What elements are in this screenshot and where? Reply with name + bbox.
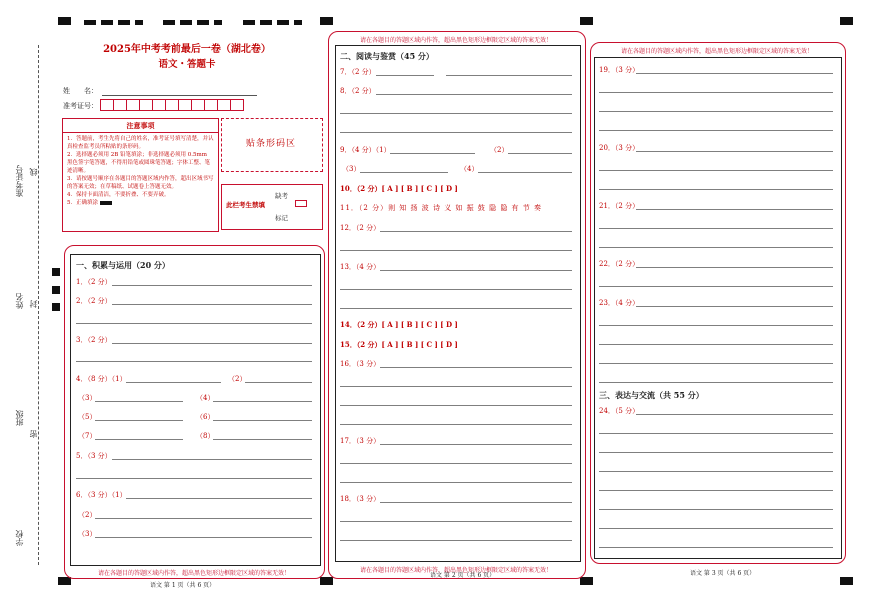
question-9-4-label: （4） xyxy=(460,165,479,173)
question-19-label: 19．（3 分） xyxy=(599,66,640,74)
answer-line[interactable] xyxy=(126,382,221,383)
answer-line[interactable] xyxy=(376,94,572,95)
answer-line[interactable] xyxy=(636,73,833,74)
question-7-label: 7．（2 分） xyxy=(340,68,376,76)
answer-line[interactable] xyxy=(599,433,833,434)
answer-line[interactable] xyxy=(636,151,833,152)
absent-top-label: 缺考 xyxy=(275,192,288,200)
answer-line[interactable] xyxy=(636,414,833,415)
timing-mark xyxy=(180,20,192,25)
question-20-label: 20．（3 分） xyxy=(599,144,640,152)
answer-line[interactable] xyxy=(340,463,572,464)
registration-mark xyxy=(58,577,71,585)
registration-mark xyxy=(840,577,853,585)
answer-line[interactable] xyxy=(599,92,833,93)
answer-line[interactable] xyxy=(112,459,312,460)
answer-line[interactable] xyxy=(599,111,833,112)
warning-text: 请在各题目的答题区域内作答，超出黑色矩形边框限定区域的答案无效！ xyxy=(359,567,552,574)
answer-line[interactable] xyxy=(340,250,572,251)
timing-mark xyxy=(118,20,130,25)
filled-example-mark xyxy=(100,201,112,205)
question-8-label: 8．（2 分） xyxy=(340,87,376,95)
absent-checkbox[interactable] xyxy=(295,200,307,207)
answer-line[interactable] xyxy=(95,420,183,421)
name-label: 姓 名： xyxy=(63,87,98,95)
answer-line[interactable] xyxy=(380,502,572,503)
answer-line[interactable] xyxy=(446,75,572,76)
absent-bottom-label: 标记 xyxy=(275,214,288,222)
answer-line[interactable] xyxy=(636,267,833,268)
question-13-label: 13．（4 分） xyxy=(340,263,381,271)
question-9-2-label: （2） xyxy=(490,146,509,154)
question-3-label: 3．（2 分） xyxy=(76,336,112,344)
answer-line[interactable] xyxy=(340,482,572,483)
exam-title: 2025年中考考前最后一卷（湖北卷） xyxy=(103,44,271,55)
question-18-label: 18．（3 分） xyxy=(340,495,381,503)
answer-line[interactable] xyxy=(599,528,833,529)
answer-line[interactable] xyxy=(340,521,572,522)
section1-title: 一、积累与运用（20 分） xyxy=(76,260,170,270)
answer-line[interactable] xyxy=(340,540,572,541)
warning-text: 请在各题目的答题区域内作答，超出黑色矩形边框限定区域的答案无效！ xyxy=(359,37,552,44)
answer-line[interactable] xyxy=(599,325,833,326)
question-17-label: 17．（3 分） xyxy=(340,437,381,445)
answer-line[interactable] xyxy=(380,231,572,232)
answer-line[interactable] xyxy=(360,172,448,173)
answer-line[interactable] xyxy=(599,286,833,287)
question-10-choice[interactable]: 10．（2 分）[ A ] [ B ] [ C ] [ D ] xyxy=(340,184,458,193)
answer-line[interactable] xyxy=(599,228,833,229)
answer-line[interactable] xyxy=(599,509,833,510)
answer-line[interactable] xyxy=(380,270,572,271)
registration-mark xyxy=(320,577,333,585)
question-9-label: 9．（4 分）（1） xyxy=(340,146,391,154)
answer-line[interactable] xyxy=(213,401,312,402)
answer-line[interactable] xyxy=(508,153,572,154)
question-5-label: 5．（3 分） xyxy=(76,452,112,460)
answer-line[interactable] xyxy=(599,189,833,190)
side-mark xyxy=(52,268,60,276)
section2-answer-box xyxy=(335,45,581,562)
timing-mark xyxy=(101,20,113,25)
question-16-label: 16．（3 分） xyxy=(340,360,381,368)
timing-mark xyxy=(84,20,96,25)
question-15-choice[interactable]: 15．（2 分）[ A ] [ B ] [ C ] [ D ] xyxy=(340,340,458,349)
answer-line[interactable] xyxy=(376,75,434,76)
answer-line[interactable] xyxy=(340,308,572,309)
registration-mark xyxy=(580,577,593,585)
answer-line[interactable] xyxy=(599,247,833,248)
registration-mark xyxy=(58,17,71,25)
ticket-label: 准考证号： xyxy=(63,102,98,110)
answer-line[interactable] xyxy=(599,452,833,453)
side-label-class: 班级 xyxy=(15,410,24,426)
page-3-footer: 语文 第 3 页（共 6 页） xyxy=(690,570,756,577)
name-line[interactable] xyxy=(102,95,257,96)
answer-line[interactable] xyxy=(599,363,833,364)
answer-line[interactable] xyxy=(340,405,572,406)
question-22-label: 22．（2 分） xyxy=(599,260,640,268)
answer-line[interactable] xyxy=(213,439,312,440)
answer-line[interactable] xyxy=(213,420,312,421)
answer-line[interactable] xyxy=(112,304,312,305)
timing-mark xyxy=(214,20,222,25)
note-3: 3．请按题号顺序在各题目的答题区域内作答，超出区域书写的答案无效；在草稿纸、试题卷上答题无效。 xyxy=(67,176,214,190)
question-14-choice[interactable]: 14．（2 分）[ A ] [ B ] [ C ] [ D ] xyxy=(340,320,458,329)
question-4-4-label: （4） xyxy=(196,394,215,402)
answer-line[interactable] xyxy=(478,172,572,173)
notes-box xyxy=(62,118,219,232)
note-2: 2．选择题必须用 2B 铅笔填涂；非选择题必须用 0.5mm 黑色签字笔答题，不得用铅笔或圆珠笔答题；字体工整、笔迹清晰。 xyxy=(67,152,211,174)
answer-line[interactable] xyxy=(95,518,312,519)
side-label-school: 学校 xyxy=(15,530,24,546)
question-12-label: 12．（2 分） xyxy=(340,224,381,232)
absent-left-label: 此栏考生禁填 xyxy=(226,201,265,209)
question-2-label: 2．（2 分） xyxy=(76,297,112,305)
timing-mark xyxy=(243,20,255,25)
registration-mark xyxy=(580,17,593,25)
question-4-6-label: （6） xyxy=(196,413,215,421)
warning-text: 请在各题目的答题区域内作答，超出黑色矩形边框限定区域的答案无效！ xyxy=(97,570,290,577)
section2-title: 二、阅读与鉴赏（45 分） xyxy=(340,51,434,61)
answer-line[interactable] xyxy=(340,289,572,290)
answer-line[interactable] xyxy=(599,344,833,345)
ticket-number-boxes[interactable] xyxy=(100,99,243,111)
answer-line[interactable] xyxy=(340,132,572,133)
side-label-xian: 线 xyxy=(29,168,38,176)
question-11-choice[interactable]: 11．（2 分）则 知 扬 波 诗 义 如 振 鼓 隐 隐 有 节 奏 xyxy=(340,204,543,212)
question-4-label: 4．（8 分）（1） xyxy=(76,375,127,383)
answer-line[interactable] xyxy=(599,382,833,383)
timing-mark xyxy=(277,20,289,25)
answer-line[interactable] xyxy=(112,285,312,286)
answer-line[interactable] xyxy=(245,382,312,383)
answer-line[interactable] xyxy=(95,401,183,402)
answer-line[interactable] xyxy=(126,498,312,499)
answer-line[interactable] xyxy=(636,209,833,210)
page-1-footer: 语文 第 1 页（共 6 页） xyxy=(150,582,216,589)
page-2-footer: 语文 第 2 页（共 6 页） xyxy=(430,572,496,579)
answer-line[interactable] xyxy=(380,444,572,445)
question-4-8-label: （8） xyxy=(196,432,215,440)
answer-line[interactable] xyxy=(76,361,312,362)
side-mark xyxy=(52,286,60,294)
question-6-2-label: （2） xyxy=(78,511,97,519)
answer-line[interactable] xyxy=(340,424,572,425)
side-label-ticket: 准考证号 xyxy=(15,165,24,197)
question-9-3-label: （3） xyxy=(342,165,361,173)
answer-line[interactable] xyxy=(599,130,833,131)
question-6-label: 6．（3 分）（1） xyxy=(76,491,127,499)
timing-mark xyxy=(163,20,175,25)
question-1-label: 1．（2 分） xyxy=(76,278,112,286)
question-4-3-label: （3） xyxy=(78,394,97,402)
answer-line[interactable] xyxy=(599,547,833,548)
answer-line[interactable] xyxy=(76,478,312,479)
note-4: 4．保持卡面清洁，不要折叠、不要弄破。 xyxy=(67,192,170,198)
section3-answer-box xyxy=(594,57,842,559)
note-1: 1．答题前，考生先将自己的姓名，准考证号填写清楚，并认真检查监考员所粘贴的条形码。 xyxy=(67,136,214,150)
timing-mark xyxy=(294,20,302,25)
question-6-3-label: （3） xyxy=(78,530,97,538)
answer-line[interactable] xyxy=(95,439,183,440)
registration-mark xyxy=(840,17,853,25)
warning-text: 请在各题目的答题区域内作答，超出黑色矩形边框限定区域的答案无效！ xyxy=(620,48,813,55)
side-mark xyxy=(52,303,60,311)
side-label-name: 姓名 xyxy=(15,293,24,309)
barcode-label: 贴条形码区 xyxy=(245,139,296,149)
answer-line[interactable] xyxy=(340,386,572,387)
question-4-7-label: （7） xyxy=(78,432,97,440)
answer-line[interactable] xyxy=(599,471,833,472)
timing-mark xyxy=(197,20,209,25)
notes-title: 注意事项 xyxy=(63,119,218,133)
question-4-2-label: （2） xyxy=(228,375,247,383)
question-4-5-label: （5） xyxy=(78,413,97,421)
side-label-mi: 密 xyxy=(29,430,38,438)
answer-line[interactable] xyxy=(112,343,312,344)
section3-title: 三、表达与交流（共 55 分） xyxy=(599,390,704,400)
timing-mark xyxy=(135,20,143,25)
answer-line[interactable] xyxy=(76,323,312,324)
question-21-label: 21．（2 分） xyxy=(599,202,640,210)
answer-line[interactable] xyxy=(380,367,572,368)
answer-line[interactable] xyxy=(636,306,833,307)
answer-line[interactable] xyxy=(95,537,312,538)
note-5: 5．正确填涂 xyxy=(67,199,214,207)
timing-mark xyxy=(260,20,272,25)
question-23-label: 23．（4 分） xyxy=(599,299,640,307)
question-24-label: 24．（5 分） xyxy=(599,407,640,415)
answer-line[interactable] xyxy=(599,490,833,491)
answer-line[interactable] xyxy=(390,153,475,154)
answer-line[interactable] xyxy=(599,170,833,171)
registration-mark xyxy=(320,17,333,25)
side-label-feng: 封 xyxy=(29,300,38,308)
exam-subtitle: 语文・答题卡 xyxy=(158,59,216,70)
answer-line[interactable] xyxy=(340,113,572,114)
